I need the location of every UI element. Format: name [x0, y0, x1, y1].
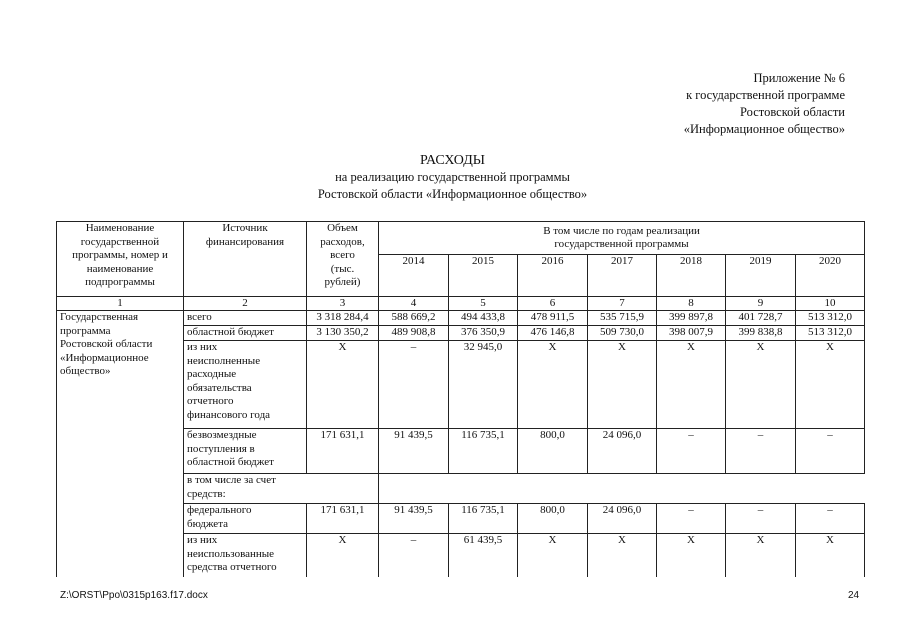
header-name: Наименование государственной программы, номер и наименование подпрограммы [57, 222, 184, 297]
value-cell: 513 312,0 [796, 311, 865, 326]
value-cell: Х [518, 534, 588, 577]
value-cell: 376 350,9 [449, 326, 518, 341]
header-year: 2014 [379, 255, 449, 297]
header-year: 2020 [796, 255, 865, 297]
value-cell: Х [588, 534, 657, 577]
value-cell: 91 439,5 [379, 504, 449, 534]
appendix-line: «Информационное общество» [683, 122, 845, 136]
value-cell: Х [307, 534, 379, 577]
value-cell: 24 096,0 [588, 429, 657, 474]
value-cell: 398 007,9 [657, 326, 726, 341]
document-title [0, 152, 905, 203]
appendix-header [684, 70, 845, 138]
value-cell: 800,0 [518, 504, 588, 534]
value-cell: Х [657, 534, 726, 577]
value-cell: – [796, 429, 865, 474]
value-cell: Х [726, 341, 796, 429]
column-number: 1 [57, 297, 184, 311]
value-cell: 535 715,9 [588, 311, 657, 326]
column-number: 3 [307, 297, 379, 311]
value-cell: – [796, 504, 865, 534]
value-cell: 171 631,1 [307, 429, 379, 474]
header-volume: Объем расходов, всего (тыс. рублей) [307, 222, 379, 297]
source-cell: из них неиспользованные средства отчетного [184, 534, 307, 577]
header-source: Источник финансирования [184, 222, 307, 297]
column-number: 6 [518, 297, 588, 311]
value-cell: 91 439,5 [379, 429, 449, 474]
value-cell: 509 730,0 [588, 326, 657, 341]
title-line: РАСХОДЫ [420, 153, 485, 168]
column-number: 10 [796, 297, 865, 311]
value-cell: – [657, 429, 726, 474]
header-year: 2017 [588, 255, 657, 297]
value-cell: 489 908,8 [379, 326, 449, 341]
column-number: 9 [726, 297, 796, 311]
value-cell: – [379, 534, 449, 577]
value-cell: 61 439,5 [449, 534, 518, 577]
column-number: 2 [184, 297, 307, 311]
value-cell: 399 838,8 [726, 326, 796, 341]
value-cell: Х [796, 534, 865, 577]
title-line: Ростовской области «Информационное общество» [317, 187, 588, 201]
empty-cell [379, 474, 865, 504]
header-year: 2019 [726, 255, 796, 297]
table-row [57, 311, 865, 326]
column-number: 4 [379, 297, 449, 311]
value-cell: 478 911,5 [518, 311, 588, 326]
appendix-line: Приложение № 6 [753, 71, 845, 85]
header-years-group: В том числе по годам реализации государственной программы [379, 222, 865, 255]
value-cell: 588 669,2 [379, 311, 449, 326]
value-cell: – [726, 504, 796, 534]
value-cell: Х [657, 341, 726, 429]
source-cell: из них неисполненные расходные обязательства отчетного финансового года [184, 341, 307, 429]
value-cell: – [657, 504, 726, 534]
file-path: Z:\ORST\Ppo\0315p163.f17.docx [60, 590, 208, 601]
value-cell: 401 728,7 [726, 311, 796, 326]
source-cell: безвозмездные поступления в областной бюджет [184, 429, 307, 474]
value-cell: 3 130 350,2 [307, 326, 379, 341]
column-number: 8 [657, 297, 726, 311]
page-number: 24 [848, 590, 860, 601]
value-cell: 171 631,1 [307, 504, 379, 534]
value-cell: – [726, 429, 796, 474]
value-cell: Х [518, 341, 588, 429]
title-line: на реализацию государственной программы [335, 170, 570, 184]
source-cell: областной бюджет [184, 326, 307, 341]
appendix-line: Ростовской области [740, 105, 845, 119]
source-cell: в том числе за счет средств: [184, 474, 379, 504]
appendix-line: к государственной программе [686, 88, 845, 102]
value-cell: 32 945,0 [449, 341, 518, 429]
value-cell: Х [307, 341, 379, 429]
value-cell: 513 312,0 [796, 326, 865, 341]
program-name-cell: Государственная программа Ростовской области «Информационное общество» [57, 311, 184, 577]
value-cell: – [379, 341, 449, 429]
value-cell: Х [726, 534, 796, 577]
header-year: 2016 [518, 255, 588, 297]
source-cell: всего [184, 311, 307, 326]
value-cell: 116 735,1 [449, 504, 518, 534]
value-cell: 476 146,8 [518, 326, 588, 341]
value-cell: 494 433,8 [449, 311, 518, 326]
source-cell: федерального бюджета [184, 504, 307, 534]
value-cell: 399 897,8 [657, 311, 726, 326]
column-number: 7 [588, 297, 657, 311]
value-cell: Х [796, 341, 865, 429]
value-cell: 800,0 [518, 429, 588, 474]
value-cell: 24 096,0 [588, 504, 657, 534]
expenses-table [56, 221, 865, 577]
value-cell: 3 318 284,4 [307, 311, 379, 326]
header-year: 2015 [449, 255, 518, 297]
column-number: 5 [449, 297, 518, 311]
header-year: 2018 [657, 255, 726, 297]
value-cell: 116 735,1 [449, 429, 518, 474]
value-cell: Х [588, 341, 657, 429]
